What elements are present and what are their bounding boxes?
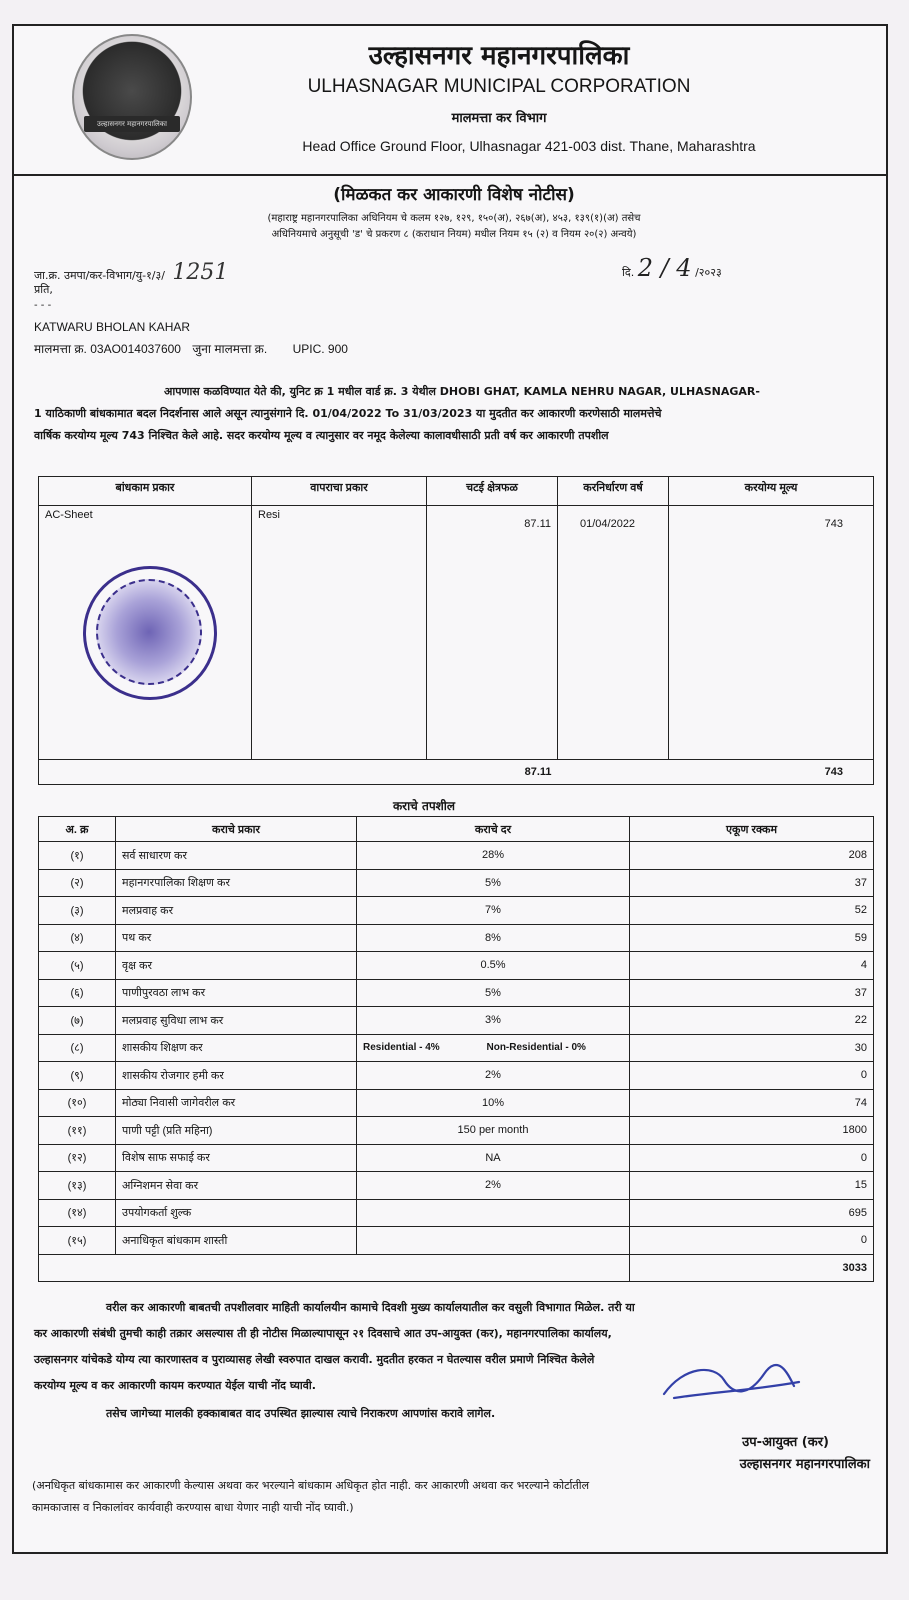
title-marathi: उल्हासनगर महानगरपालिका	[368, 41, 630, 71]
table-row	[39, 1034, 874, 1062]
reference-label: जा.क्र. उमपा/कर-विभाग/यु-१/३/	[34, 269, 165, 282]
table-row	[39, 1089, 874, 1117]
row-tax-type: पाणी पट्टी (प्रति महिना)	[116, 1117, 357, 1145]
act-reference-line2: अधिनियमाचे अनुसूची 'ड' चे प्रकरण ८ (कराधान नियम) मधील नियम १५ (२) व नियम २०(२) अन्वये)	[271, 229, 637, 240]
cell-carpet-area: 87.11	[427, 506, 558, 760]
row-tax-type: पथ कर	[116, 924, 357, 952]
table-row	[39, 1172, 874, 1200]
signatory-title: उप-आयुक्त (कर)	[742, 1435, 829, 1450]
office-address: Head Office Ground Floor, Ulhasnagar 421-003 dist. Thane, Maharashtra	[302, 138, 756, 154]
row-tax-type: अग्निशमन सेवा कर	[116, 1172, 357, 1200]
row-tax-amount: 208	[630, 842, 874, 870]
row-tax-rate: 7%	[357, 897, 630, 925]
table-row	[39, 1199, 874, 1227]
table-row	[39, 979, 874, 1007]
row-tax-rate: 3%	[357, 1007, 630, 1035]
reference-number: 1251	[172, 260, 229, 285]
row-serial: (१४)	[39, 1199, 116, 1227]
row-serial: (७)	[39, 1007, 116, 1035]
table-row	[39, 1227, 874, 1255]
table-row	[39, 869, 874, 897]
row-tax-amount: 52	[630, 897, 874, 925]
row-tax-rate: 5%	[357, 979, 630, 1007]
row-tax-rate: 0.5%	[357, 952, 630, 980]
cell-taxable-value: 743	[669, 506, 874, 760]
construction-type-value: AC-Sheet	[45, 509, 93, 521]
reference-line	[34, 260, 228, 285]
footer-para2: तसेच जागेच्या मालकी हक्काबाबत वाद उपस्थित झाल्यास त्याचे निराकरण आपणांस करावे लागेल.	[106, 1407, 496, 1420]
row-tax-rate: 2%	[357, 1172, 630, 1200]
row-serial: (६)	[39, 979, 116, 1007]
old-property-label: जुना मालमत्ता क्र.	[192, 342, 268, 356]
property-number: 03AO014037600	[90, 342, 181, 356]
row-tax-type: मोठ्या निवासी जागेवरील कर	[116, 1089, 357, 1117]
row-tax-type: मलप्रवाह कर	[116, 897, 357, 925]
signatory-organization: उल्हासनगर महानगरपालिका	[739, 1457, 870, 1472]
row-tax-type: सर्व साधारण कर	[116, 842, 357, 870]
row-tax-amount: 0	[630, 1062, 874, 1090]
row-serial: (१)	[39, 842, 116, 870]
recipient-name: KATWARU BHOLAN KAHAR	[34, 320, 191, 334]
row-serial: (५)	[39, 952, 116, 980]
col-tax-type: कराचे प्रकार	[116, 817, 357, 842]
tax-total-amount: 3033	[630, 1254, 874, 1282]
logo-banner: उल्हासनगर महानगरपालिका	[84, 116, 180, 132]
corporation-logo	[72, 34, 192, 160]
row-tax-amount: 37	[630, 979, 874, 1007]
row-tax-amount: 15	[630, 1172, 874, 1200]
table-row	[39, 897, 874, 925]
row-tax-rate: 10%	[357, 1089, 630, 1117]
official-seal	[83, 566, 217, 700]
row-tax-rate: NA	[357, 1144, 630, 1172]
date-year: /२०२३	[695, 266, 722, 279]
row-tax-type: महानगरपालिका शिक्षण कर	[116, 869, 357, 897]
table-row	[39, 952, 874, 980]
row-tax-rate	[357, 1227, 630, 1255]
property-label: मालमत्ता क्र.	[34, 342, 87, 356]
row-tax-type: शासकीय रोजगार हमी कर	[116, 1062, 357, 1090]
row-tax-rate: 150 per month	[357, 1117, 630, 1145]
footer-para1-line3: उल्हासनगर यांचेकडे योग्य त्या कारणास्तव व पुराव्यासह लेखी स्वरुपात दाखल करावी. मुदतीत हरकत न घेतल्यास वरील प्रमाणे निश्चित केलेले	[34, 1353, 595, 1366]
notice-title: (मिळकत कर आकारणी विशेष नोटीस)	[333, 185, 575, 205]
row-tax-amount: 59	[630, 924, 874, 952]
row-tax-rate: 8%	[357, 924, 630, 952]
row-tax-type: शासकीय शिक्षण कर	[116, 1034, 357, 1062]
cell-construction-type	[39, 506, 252, 760]
row-tax-rate-education	[357, 1034, 630, 1062]
row-tax-amount: 0	[630, 1144, 874, 1172]
row-tax-amount: 22	[630, 1007, 874, 1035]
row-tax-type: वृक्ष कर	[116, 952, 357, 980]
signature	[654, 1356, 804, 1406]
notice-sheet	[12, 24, 888, 1554]
table-row	[39, 1062, 874, 1090]
row-tax-amount: 0	[630, 1227, 874, 1255]
table-row	[39, 924, 874, 952]
row-tax-rate	[357, 1199, 630, 1227]
date-line	[622, 254, 722, 282]
col-construction-type: बांधकाम प्रकार	[39, 477, 252, 506]
row-serial: (१३)	[39, 1172, 116, 1200]
row-tax-type: उपयोगकर्ता शुल्क	[116, 1199, 357, 1227]
row-tax-amount: 695	[630, 1199, 874, 1227]
date-handwritten: 2 / 4	[637, 254, 692, 282]
footer-para1-line2: कर आकारणी संबंधी तुमची काही तक्रार असल्यास ती ही नोटीस मिळाल्यापासून २१ दिवसाचे आत उप-आयुक्त (कर), महानगरपालिका कार्यालय,	[34, 1327, 612, 1340]
tax-table	[38, 816, 874, 1282]
row-serial: (४)	[39, 924, 116, 952]
official-seal-inner	[96, 579, 202, 685]
col-tax-amount: एकूण रक्कम	[630, 817, 874, 842]
table-row	[39, 842, 874, 870]
footer-para1-line1: वरील कर आकारणी बाबतची तपशीलवार माहिती कार्यालयीन कामाचे दिवशी मुख्य कार्यालयातील कर वसुली विभागात मिळेल. तरी या	[106, 1301, 635, 1314]
total-carpet-area: 87.11	[427, 760, 558, 785]
row-tax-amount: 30	[630, 1034, 874, 1062]
row-serial: (२)	[39, 869, 116, 897]
row-tax-amount: 37	[630, 869, 874, 897]
row-tax-amount: 4	[630, 952, 874, 980]
tax-total-row	[39, 1254, 874, 1282]
tax-details-caption: कराचे तपशील	[392, 799, 456, 813]
col-taxable-value: करयोग्य मूल्य	[669, 477, 874, 506]
dashes: - - -	[34, 300, 52, 311]
row-serial: (१५)	[39, 1227, 116, 1255]
property-table	[38, 476, 874, 785]
row-tax-type: अनाधिकृत बांधकाम शास्ती	[116, 1227, 357, 1255]
cell-assessment-year: 01/04/2022	[558, 506, 669, 760]
header-divider	[14, 174, 886, 176]
total-taxable-value: 743	[669, 760, 874, 785]
date-label: दि.	[622, 266, 635, 279]
row-tax-amount: 1800	[630, 1117, 874, 1145]
row-tax-rate: 28%	[357, 842, 630, 870]
col-serial: अ. क्र	[39, 817, 116, 842]
row-serial: (९)	[39, 1062, 116, 1090]
row-serial: (१०)	[39, 1089, 116, 1117]
non-residential-rate: Non-Residential - 0%	[486, 1042, 586, 1054]
cell-usage-type: Resi	[252, 506, 427, 760]
row-serial: (३)	[39, 897, 116, 925]
residential-rate: Residential - 4%	[363, 1042, 440, 1054]
row-tax-type: विशेष साफ सफाई कर	[116, 1144, 357, 1172]
table-row	[39, 1144, 874, 1172]
row-tax-type: मलप्रवाह सुविधा लाभ कर	[116, 1007, 357, 1035]
body-line1: आपणास कळविण्यात येते की, युनिट क्र 1 मधील वार्ड क्र. 3 येथील DHOBI GHAT, KAMLA NEHRU NAGAR, ULHASNAGAR-	[164, 385, 760, 398]
body-line2: 1 याठिकाणी बांधकामात बदल निदर्शनास आले असून त्यानुसंगाने दि. 01/04/2022 To 31/03/2023 या मुदतीत कर आकारणी करणेसाठी मालमत्तेचे	[34, 407, 662, 420]
col-usage-type: वापराचा प्रकार	[252, 477, 427, 506]
footer-para1-line4: करयोग्य मूल्य व कर आकारणी कायम करण्यात येईल याची नोंद घ्यावी.	[34, 1379, 316, 1392]
table-row	[39, 1117, 874, 1145]
row-serial: (८)	[39, 1034, 116, 1062]
col-assessment-year: करनिर्धारण वर्ष	[558, 477, 669, 506]
act-reference-line1: (महाराष्ट्र महानगरपालिका अधिनियम चे कलम १२७, १२९, १५०(अ), २६७(अ), ४५३, १३९(१)(अ) तसेच	[267, 213, 641, 224]
col-carpet-area: चटई क्षेत्रफळ	[427, 477, 558, 506]
table-row	[39, 1007, 874, 1035]
department-name: मालमत्ता कर विभाग	[451, 111, 547, 126]
col-tax-rate: कराचे दर	[357, 817, 630, 842]
disclaimer-line2: कामकाजास व निकालांवर कार्यवाही करण्यास बाधा येणार नाही याची नोंद घ्यावी.)	[32, 1501, 354, 1514]
row-serial: (११)	[39, 1117, 116, 1145]
row-tax-type: पाणीपुरवठा लाभ कर	[116, 979, 357, 1007]
body-line3: वार्षिक करयोग्य मूल्य 743 निश्चित केले आहे. सदर करयोग्य मूल्य व त्यानुसार वर नमूद केलेल्या कालावधीसाठी प्रती वर्ष कर आकारणी तपशील	[34, 429, 609, 442]
row-tax-amount: 74	[630, 1089, 874, 1117]
disclaimer-line1: (अनधिकृत बांधकामास कर आकारणी केल्यास अथवा कर भरल्याने बांधकाम अधिकृत होत नाही. कर आकारणी अथवा कर भरल्याने कोर्टातील	[32, 1479, 590, 1492]
to-label: प्रति,	[34, 283, 53, 296]
property-line	[34, 340, 348, 357]
title-english: ULHASNAGAR MUNICIPAL CORPORATION	[307, 76, 691, 97]
upic-number: UPIC. 900	[292, 342, 348, 356]
row-tax-rate: 5%	[357, 869, 630, 897]
row-serial: (१२)	[39, 1144, 116, 1172]
row-tax-rate: 2%	[357, 1062, 630, 1090]
